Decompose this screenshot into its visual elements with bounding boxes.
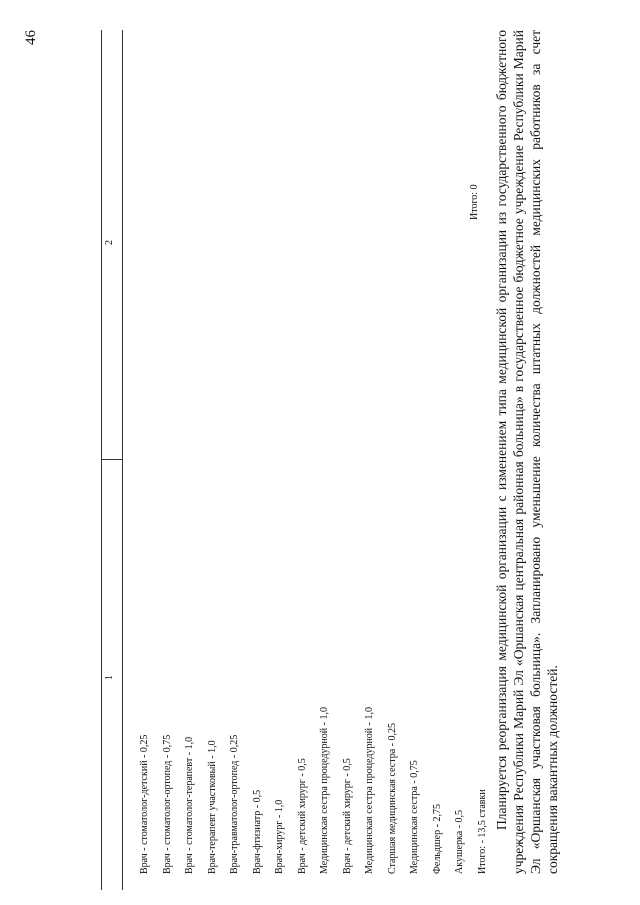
list-item: Врач-хирург - 1,0 [274, 799, 285, 874]
list-item: Врач - стоматолог-терапевт - 1,0 [184, 736, 195, 874]
list-item: Врач - стоматолог-ортопед - 0,75 [161, 734, 173, 874]
list-item: Медицинская сестра процедурной - 1,0 [319, 707, 330, 874]
list-item: Медицинская сестра процедурной - 1,0 [364, 707, 375, 874]
page-number: 46 [23, 30, 39, 45]
positions-column [134, 464, 494, 874]
staff-table [101, 30, 492, 890]
column2-total: Итого: 0 [469, 184, 480, 220]
list-item: Врач - стоматолог-детский - 0,25 [139, 734, 150, 874]
list-item-total: Итого: - 13,5 ставки [476, 789, 488, 874]
list-item: Врач-фтизиатр - 0,5 [251, 789, 263, 874]
column-number-2: 2 [104, 240, 115, 245]
list-item: Врач-травматолог-ортопед - 0,25 [229, 734, 240, 874]
list-item: Врач - детский хирург - 0,5 [341, 758, 353, 874]
rotated-page [23, 30, 581, 890]
list-item: Врач - детский хирург - 0,5 [296, 758, 308, 874]
column-divider [102, 459, 122, 460]
list-item: Фельдшер - 2,75 [431, 804, 443, 874]
list-item: Врач-терапевт участковый - 1,0 [206, 740, 218, 874]
list-item: Медицинская сестра - 0,75 [409, 760, 420, 874]
paragraph-text: Планируется реорганизация медицинской организации с изменением типа медицинской организации из государственного бюджетного учреждения Республики Марий Эл «Оршанская центральная районная больница» в государственное бюджетное учреждение Республики Марий Эл «Оршанская участковая больница». Запланировано уменьшение количества штатных должностей медицинских работников за счет сокращения вакантных должностей. [494, 30, 560, 874]
list-item: Старшая медицинская сестра - 0,25 [386, 723, 398, 874]
list-item: Акушерка - 0,5 [454, 809, 465, 874]
column-number-1: 1 [104, 675, 115, 680]
table-header-row [102, 30, 123, 890]
body-paragraph [493, 30, 561, 874]
